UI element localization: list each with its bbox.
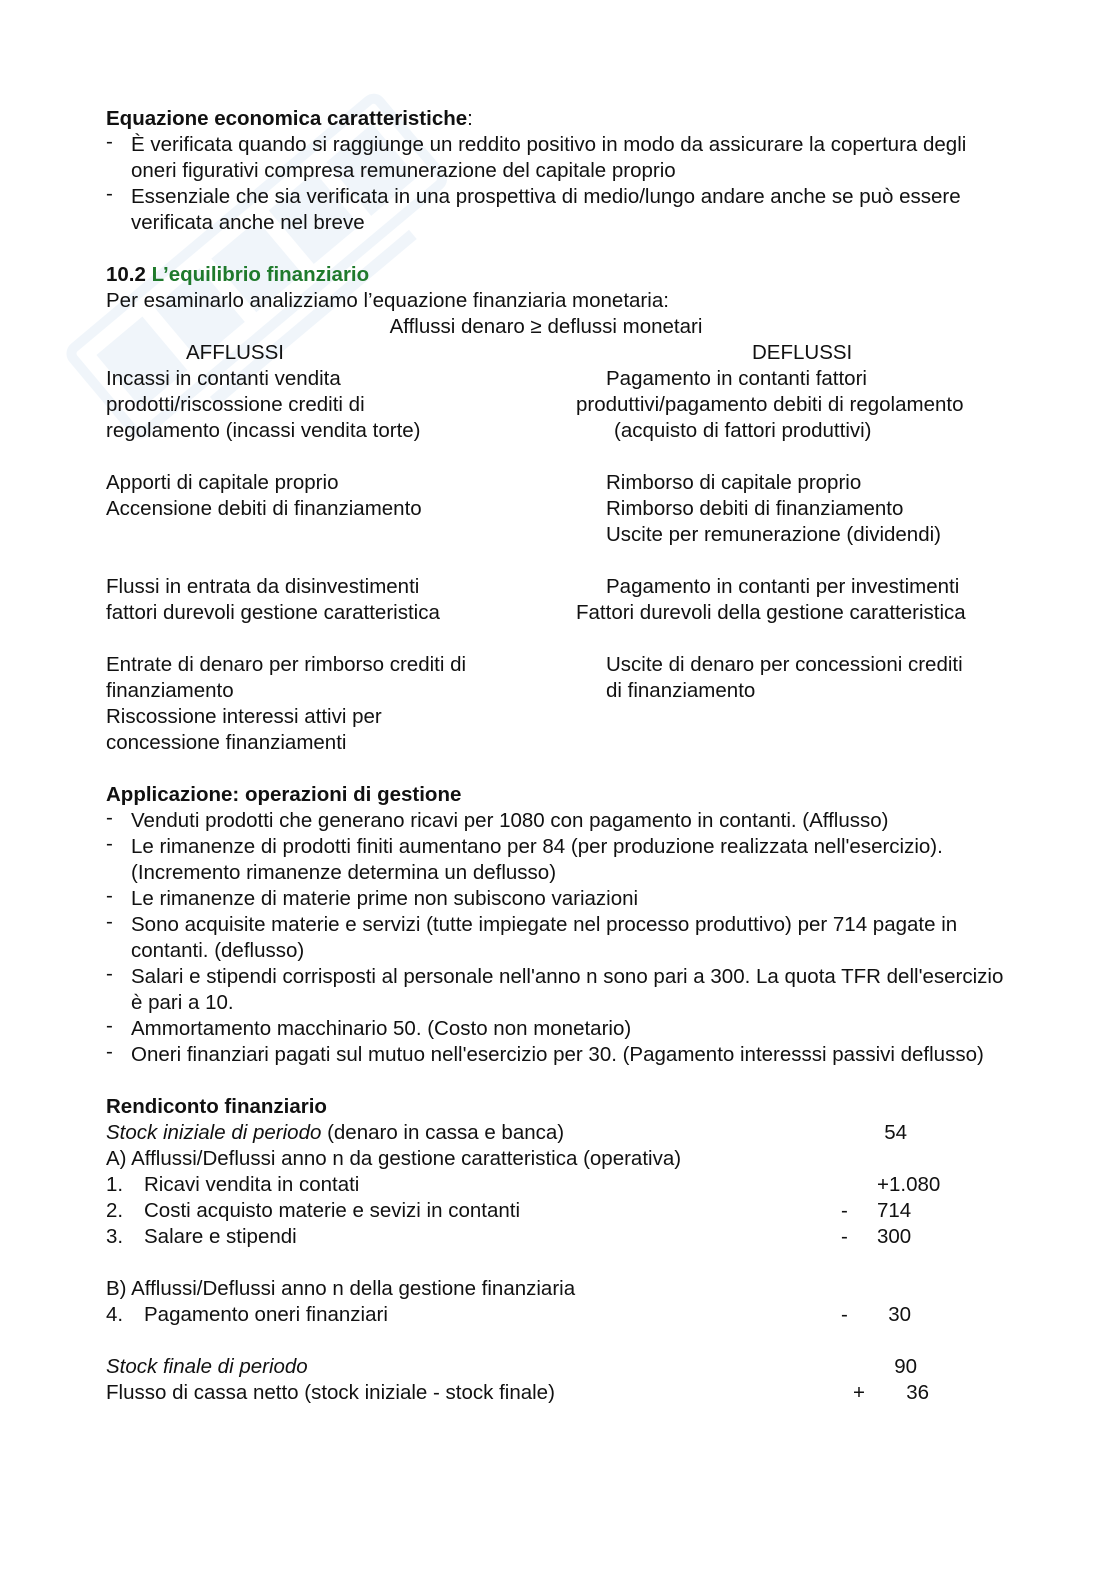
list-item: - Venduti prodotti che generano ricavi per 1080 con pagamento in contanti. (Afflusso) [106, 808, 1006, 834]
flows-columns [106, 340, 1006, 756]
deflussi-group-1: Pagamento in contanti fattori produttivi/pagamento debiti di regolamento (acquisto di fattori produttivi) [576, 367, 964, 442]
list-item: - Le rimanenze di prodotti finiti aumentano per 84 (per produzione realizzata nell'esercizio). (Incremento rimanenze determina un deflusso) [106, 834, 1006, 886]
list-item: - È verificata quando si raggiunge un reddito positivo in modo da assicurare la copertura degli oneri figurativi compresa remunerazione del capitale proprio [106, 132, 1006, 184]
table-row: 3. Salare e stipendi - 300 [106, 1225, 912, 1248]
deflussi-group-3: Pagamento in contanti per investimenti Fattori durevoli della gestione caratteristica [576, 575, 966, 624]
section-heading-rendiconto: Rendiconto finanziario [106, 1095, 327, 1118]
bullet-list-applicazione [106, 808, 1006, 1068]
deflussi-column [576, 340, 1006, 756]
list-item: - Essenziale che sia verificata in una prospettiva di medio/lungo andare anche se può essere verificata anche nel breve [106, 184, 1006, 236]
list-item: - Le rimanenze di materie prime non subiscono variazioni [106, 886, 1006, 912]
section-heading-equazione: Equazione economica caratteristiche: [106, 107, 473, 130]
list-item: - Salari e stipendi corrisposti al personale nell'anno n sono pari a 300. La quota TFR dell'esercizio è pari a 10. [106, 964, 1006, 1016]
equation-text: Afflussi denaro ≥ deflussi monetari [389, 315, 703, 338]
page-content [106, 106, 1006, 1406]
table-row: 2. Costi acquisto materie e sevizi in contanti - 714 [106, 1199, 912, 1222]
section-heading-applicazione: Applicazione: operazioni di gestione [106, 783, 462, 806]
bullet-list-equazione [106, 132, 1006, 236]
group-b-heading: B) Afflussi/Deflussi anno n della gestione finanziaria [106, 1277, 576, 1300]
net-flow-row: Flusso di cassa netto (stock iniziale - stock finale) + 36 [106, 1381, 929, 1404]
deflussi-group-2: Rimborso di capitale proprio Rimborso debiti di finanziamento Uscite per remunerazione (dividendi) [606, 471, 941, 546]
stock-initial-row: Stock iniziale di periodo (denaro in cassa e banca) 54 [106, 1121, 907, 1144]
list-item: - Sono acquisite materie e servizi (tutte impiegate nel processo produttivo) per 714 pagate in contanti. (deflusso) [106, 912, 1006, 964]
net-flow-sign: + [853, 1381, 865, 1404]
section-heading-equilibrio: 10.2 L’equilibrio finanziario [106, 263, 370, 286]
table-row: 4. Pagamento oneri finanziari - 30 [106, 1303, 911, 1326]
stock-final-value: 90 [894, 1355, 917, 1378]
net-flow-value: 36 [906, 1381, 929, 1404]
list-item: - Oneri finanziari pagati sul mutuo nell'esercizio per 30. (Pagamento interesssi passivi deflusso) [106, 1042, 1006, 1068]
stock-initial-value: 54 [884, 1121, 907, 1144]
afflussi-group-3: Flussi in entrata da disinvestimenti fattori durevoli gestione caratteristica [106, 575, 440, 624]
intro-text: Per esaminarlo analizziamo l’equazione finanziaria monetaria: [106, 289, 669, 312]
afflussi-group-1: Incassi in contanti vendita prodotti/riscossione crediti di regolamento (incassi vendita torte) [106, 367, 421, 442]
deflussi-group-4: Uscite di denaro per concessioni crediti di finanziamento [606, 653, 963, 702]
afflussi-group-4: Entrate di denaro per rimborso crediti di finanziamento Riscossione interessi attivi per concessione finanziamenti [106, 653, 467, 754]
afflussi-column [106, 340, 576, 756]
group-a-heading: A) Afflussi/Deflussi anno n da gestione caratteristica (operativa) [106, 1147, 682, 1170]
stock-final-row: Stock finale di periodo 90 [106, 1355, 917, 1378]
table-row: 1. Ricavi vendita in contati +1.080 [106, 1173, 941, 1196]
afflussi-group-2: Apporti di capitale proprio Accensione debiti di finanziamento [106, 471, 422, 520]
list-item: - Ammortamento macchinario 50. (Costo non monetario) [106, 1016, 1006, 1042]
deflussi-header: DEFLUSSI [752, 341, 853, 364]
afflussi-header: AFFLUSSI [186, 341, 284, 364]
